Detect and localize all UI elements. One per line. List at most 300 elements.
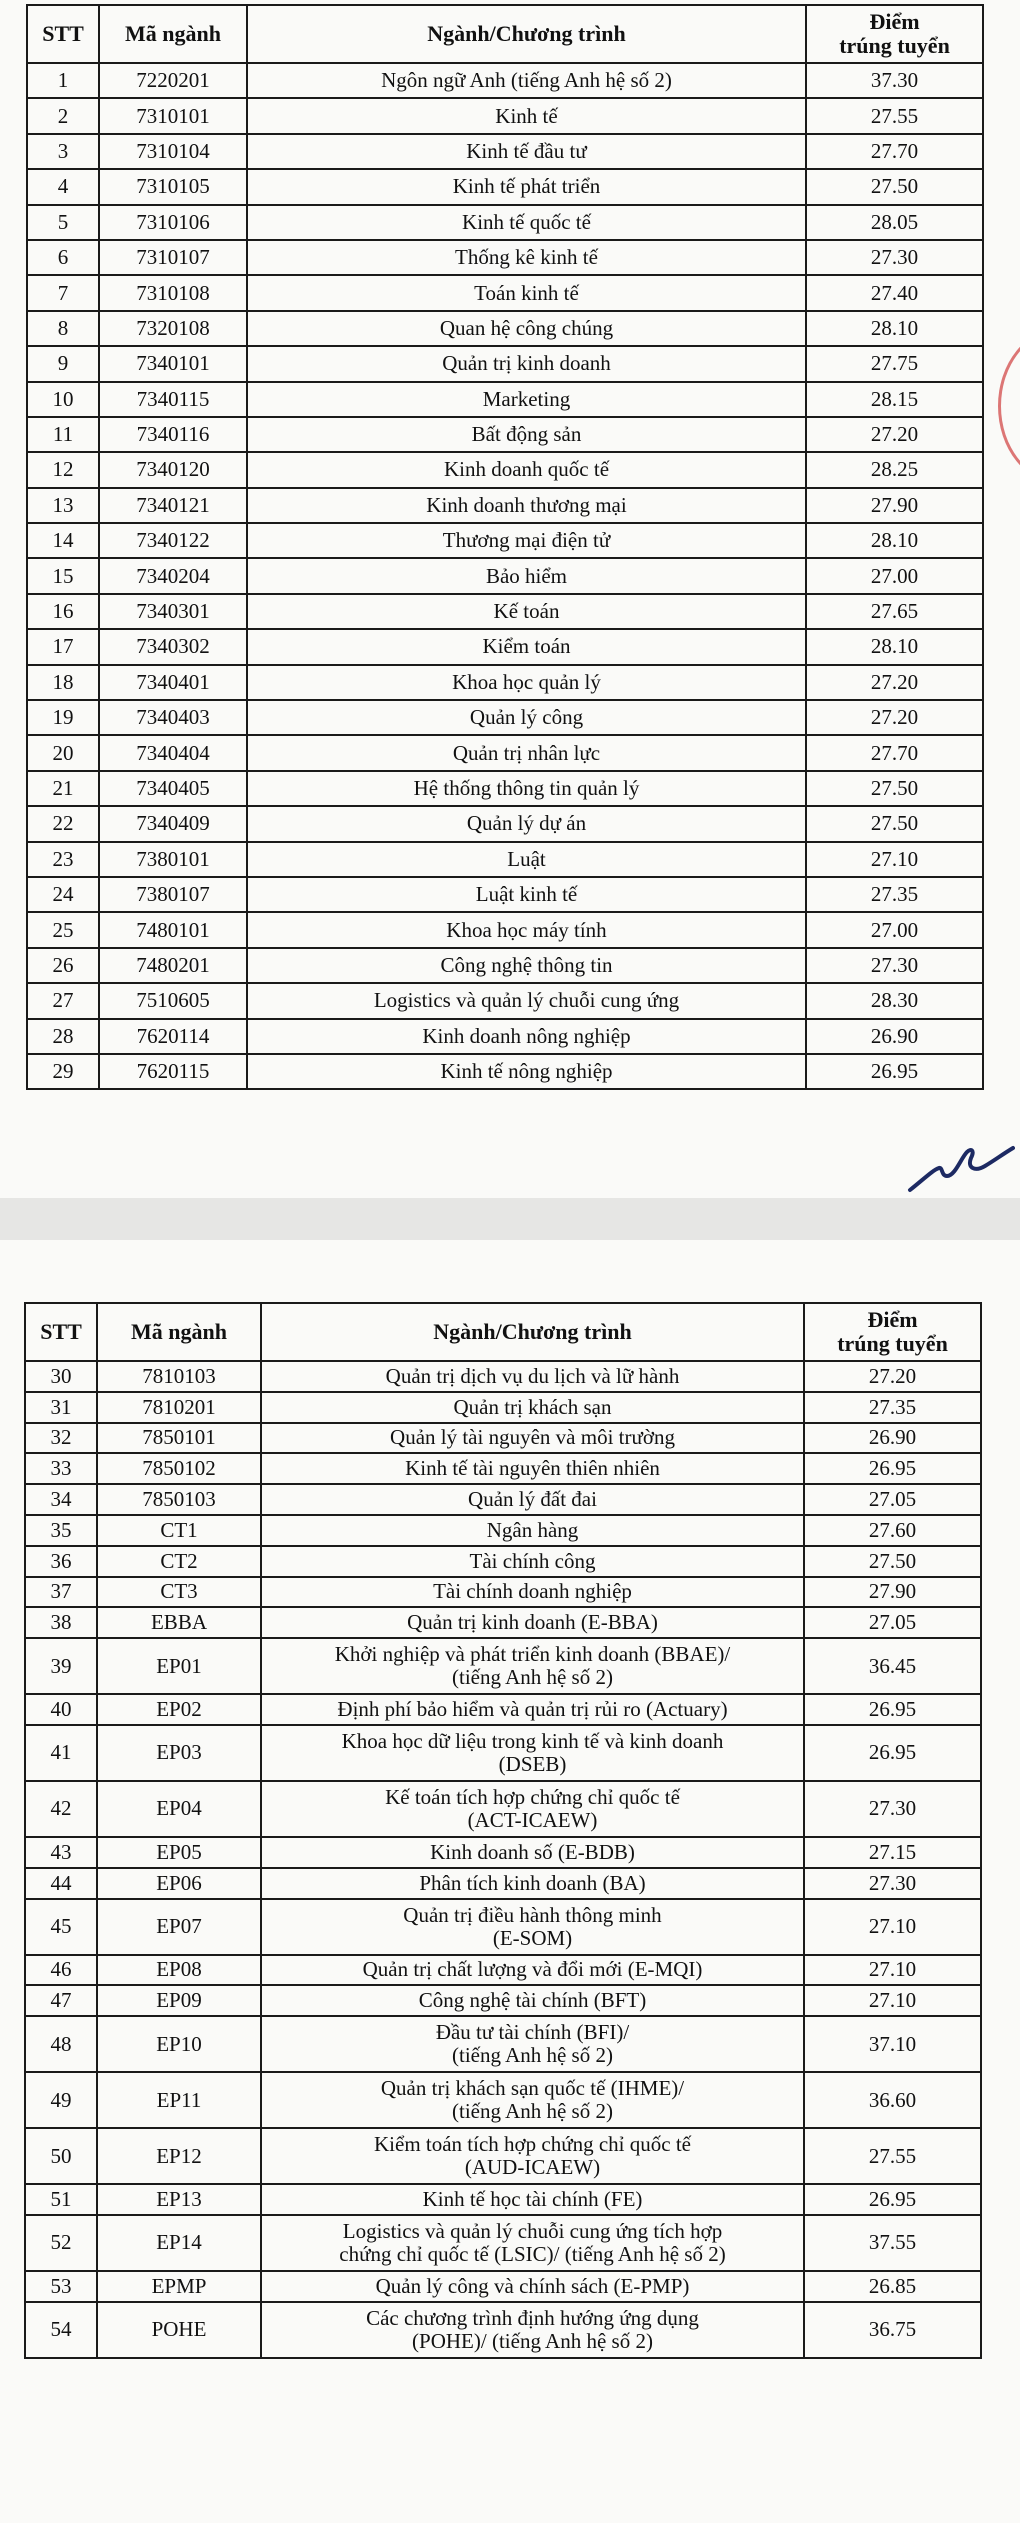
table-row — [25, 1868, 981, 1899]
table-row — [27, 382, 983, 417]
row-score: 27.75 — [806, 346, 983, 381]
row-score: 36.45 — [804, 1638, 981, 1694]
row-program — [261, 1899, 804, 1955]
row-code: 7380107 — [99, 877, 247, 912]
row-program: Kinh tế đầu tư — [247, 134, 806, 169]
row-stt: 9 — [27, 346, 99, 381]
row-stt: 50 — [25, 2128, 97, 2184]
row-score: 27.90 — [804, 1577, 981, 1608]
row-program: Kinh doanh thương mại — [247, 488, 806, 523]
header-score — [806, 5, 983, 63]
row-stt: 36 — [25, 1546, 97, 1577]
row-stt: 3 — [27, 134, 99, 169]
row-stt: 14 — [27, 523, 99, 558]
row-stt: 23 — [27, 842, 99, 877]
row-program-line: (tiếng Anh hệ số 2) — [452, 2043, 613, 2068]
row-stt: 18 — [27, 665, 99, 700]
row-program: Luật kinh tế — [247, 877, 806, 912]
table-row — [25, 1899, 981, 1955]
row-program-line: Khởi nghiệp và phát triển kinh doanh (BBAE)/ — [334, 1642, 731, 1667]
row-code: 7310104 — [99, 134, 247, 169]
row-stt: 5 — [27, 205, 99, 240]
row-stt: 45 — [25, 1899, 97, 1955]
row-code: CT3 — [97, 1577, 261, 1608]
table-row — [25, 2215, 981, 2271]
table-row — [25, 2184, 981, 2215]
row-program: Bất động sản — [247, 417, 806, 452]
row-stt: 31 — [25, 1392, 97, 1423]
row-program-line: (tiếng Anh hệ số 2) — [452, 1665, 613, 1690]
row-code: 7380101 — [99, 842, 247, 877]
row-code: EP03 — [97, 1725, 261, 1781]
row-score: 36.60 — [804, 2072, 981, 2128]
header-stt: STT — [25, 1303, 97, 1361]
row-code: POHE — [97, 2302, 261, 2358]
row-score: 27.00 — [806, 558, 983, 593]
row-program-line: Phân tích kinh doanh (BA) — [419, 1870, 646, 1895]
row-stt: 20 — [27, 735, 99, 770]
row-score: 37.10 — [804, 2016, 981, 2072]
row-stt: 41 — [25, 1725, 97, 1781]
table-row — [27, 346, 983, 381]
row-stt: 21 — [27, 771, 99, 806]
row-stt: 39 — [25, 1638, 97, 1694]
header-score-line-1: Điểm — [867, 1307, 918, 1332]
row-score: 27.00 — [806, 912, 983, 947]
row-program — [261, 1985, 804, 2016]
table-row — [27, 877, 983, 912]
row-program-line: Tài chính công — [469, 1548, 596, 1573]
row-stt: 15 — [27, 558, 99, 593]
row-program: Quản trị nhân lực — [247, 735, 806, 770]
row-program-line: Quản lý công và chính sách (E-PMP) — [375, 2273, 690, 2298]
row-code: 7340409 — [99, 806, 247, 841]
row-program-line: Kinh tế tài nguyên thiên nhiên — [405, 1456, 660, 1481]
row-score: 27.15 — [804, 1837, 981, 1868]
row-code: CT2 — [97, 1546, 261, 1577]
table-row — [27, 842, 983, 877]
header-score-line-1: Điểm — [869, 9, 920, 34]
row-code: EP10 — [97, 2016, 261, 2072]
row-code: EP06 — [97, 1868, 261, 1899]
row-score: 27.90 — [806, 488, 983, 523]
header-score-line-2: trúng tuyển — [837, 1331, 948, 1356]
row-code: 7340302 — [99, 629, 247, 664]
row-code: 7480101 — [99, 912, 247, 947]
row-program — [261, 1515, 804, 1546]
row-program — [261, 1638, 804, 1694]
row-program — [261, 1453, 804, 1484]
row-program: Logistics và quản lý chuỗi cung ứng — [247, 983, 806, 1018]
table-row — [27, 771, 983, 806]
row-score: 27.50 — [806, 169, 983, 204]
table-row — [25, 1423, 981, 1454]
row-program — [261, 1607, 804, 1638]
row-program: Thương mại điện tử — [247, 523, 806, 558]
table-row — [25, 1546, 981, 1577]
row-score: 27.70 — [806, 735, 983, 770]
row-program-line: (AUD-ICAEW) — [464, 2155, 601, 2180]
row-program-line: Kế toán tích hợp chứng chỉ quốc tế — [385, 1784, 680, 1809]
table-row — [27, 240, 983, 275]
row-program-line: Quản trị khách sạn quốc tế (IHME)/ — [380, 2076, 685, 2101]
table-row — [25, 1694, 981, 1725]
row-program-line: chứng chỉ quốc tế (LSIC)/ (tiếng Anh hệ số 2) — [339, 2241, 726, 2266]
row-code: 7340403 — [99, 700, 247, 735]
row-score: 27.40 — [806, 275, 983, 310]
row-program-line: Các chương trình định hướng ứng dụng — [366, 2305, 699, 2330]
row-program — [261, 2184, 804, 2215]
row-program — [261, 2072, 804, 2128]
row-program: Toán kinh tế — [247, 275, 806, 310]
row-stt: 49 — [25, 2072, 97, 2128]
row-score: 28.30 — [806, 983, 983, 1018]
row-code: 7340301 — [99, 594, 247, 629]
table-row — [25, 1638, 981, 1694]
table-row — [27, 275, 983, 310]
admission-table-page-2 — [24, 1302, 982, 2359]
table-row — [27, 98, 983, 133]
row-stt: 33 — [25, 1453, 97, 1484]
row-program: Kinh tế nông nghiệp — [247, 1054, 806, 1089]
row-program — [261, 2271, 804, 2302]
header-code: Mã ngành — [97, 1303, 261, 1361]
row-program-line: (POHE)/ (tiếng Anh hệ số 2) — [412, 2328, 653, 2353]
row-program: Kinh doanh quốc tế — [247, 452, 806, 487]
row-program: Luật — [247, 842, 806, 877]
row-score: 26.95 — [804, 1694, 981, 1725]
row-stt: 25 — [27, 912, 99, 947]
row-code: 7340101 — [99, 346, 247, 381]
row-score: 27.10 — [804, 1985, 981, 2016]
row-score: 27.20 — [806, 417, 983, 452]
row-score: 28.10 — [806, 311, 983, 346]
row-code: 7340204 — [99, 558, 247, 593]
row-score: 26.95 — [806, 1054, 983, 1089]
row-code: EP02 — [97, 1694, 261, 1725]
table-row — [27, 417, 983, 452]
row-score: 27.05 — [804, 1607, 981, 1638]
table-row — [25, 2128, 981, 2184]
row-stt: 47 — [25, 1985, 97, 2016]
row-stt: 24 — [27, 877, 99, 912]
row-program — [261, 1577, 804, 1608]
table-row — [27, 488, 983, 523]
row-code: 7340120 — [99, 452, 247, 487]
row-stt: 35 — [25, 1515, 97, 1546]
red-seal-stamp — [998, 328, 1020, 484]
row-program — [261, 2302, 804, 2358]
row-code: 7340121 — [99, 488, 247, 523]
row-program-line: Ngân hàng — [486, 1517, 579, 1542]
row-stt: 30 — [25, 1361, 97, 1392]
row-program-line: (ACT-ICAEW) — [467, 1807, 598, 1832]
table-row — [27, 806, 983, 841]
row-stt: 46 — [25, 1955, 97, 1986]
row-code: EP13 — [97, 2184, 261, 2215]
table-row — [27, 1054, 983, 1089]
row-stt: 12 — [27, 452, 99, 487]
row-stt: 10 — [27, 382, 99, 417]
header-stt: STT — [27, 5, 99, 63]
signature-mark — [905, 1140, 1015, 1195]
row-code: 7620114 — [99, 1019, 247, 1054]
row-stt: 40 — [25, 1694, 97, 1725]
row-code: 7340115 — [99, 382, 247, 417]
table-row — [27, 452, 983, 487]
table-row — [25, 1955, 981, 1986]
row-stt: 7 — [27, 275, 99, 310]
row-score: 27.55 — [806, 98, 983, 133]
table-row — [25, 2302, 981, 2358]
row-program: Quản lý dự án — [247, 806, 806, 841]
table-header-row — [25, 1303, 981, 1361]
row-stt: 28 — [27, 1019, 99, 1054]
row-code: EP09 — [97, 1985, 261, 2016]
row-score: 26.95 — [804, 1453, 981, 1484]
row-stt: 54 — [25, 2302, 97, 2358]
table-row — [27, 523, 983, 558]
table-row — [27, 205, 983, 240]
table-row — [27, 594, 983, 629]
row-code: 7340405 — [99, 771, 247, 806]
table-row — [27, 983, 983, 1018]
row-code: EP14 — [97, 2215, 261, 2271]
row-stt: 32 — [25, 1423, 97, 1454]
row-score: 27.35 — [804, 1392, 981, 1423]
document-page-2 — [0, 1240, 1020, 2523]
row-stt: 52 — [25, 2215, 97, 2271]
row-stt: 11 — [27, 417, 99, 452]
row-code: 7850102 — [97, 1453, 261, 1484]
row-program — [261, 2016, 804, 2072]
row-program — [261, 1837, 804, 1868]
row-stt: 13 — [27, 488, 99, 523]
row-program — [261, 1361, 804, 1392]
row-code: EP07 — [97, 1899, 261, 1955]
row-code: EP05 — [97, 1837, 261, 1868]
table-row — [27, 735, 983, 770]
row-score: 27.70 — [806, 134, 983, 169]
row-code: 7310105 — [99, 169, 247, 204]
row-stt: 27 — [27, 983, 99, 1018]
row-program-line: Công nghệ tài chính (BFT) — [418, 1988, 647, 2013]
header-score — [804, 1303, 981, 1361]
row-code: 7310101 — [99, 98, 247, 133]
row-program — [261, 1392, 804, 1423]
row-program: Công nghệ thông tin — [247, 948, 806, 983]
row-stt: 37 — [25, 1577, 97, 1608]
row-program — [261, 1955, 804, 1986]
row-score: 27.30 — [804, 1781, 981, 1837]
row-program: Hệ thống thông tin quản lý — [247, 771, 806, 806]
row-stt: 29 — [27, 1054, 99, 1089]
row-code: 7310108 — [99, 275, 247, 310]
row-program: Kinh tế quốc tế — [247, 205, 806, 240]
row-program-line: Quản trị dịch vụ du lịch và lữ hành — [385, 1363, 680, 1388]
page-gap — [0, 1198, 1020, 1240]
row-program-line: (E-SOM) — [492, 1925, 573, 1950]
row-program: Ngôn ngữ Anh (tiếng Anh hệ số 2) — [247, 63, 806, 98]
row-code: 7310107 — [99, 240, 247, 275]
header-program: Ngành/Chương trình — [247, 5, 806, 63]
row-program — [261, 1781, 804, 1837]
row-code: 7620115 — [99, 1054, 247, 1089]
row-stt: 22 — [27, 806, 99, 841]
row-program-line: Kiểm toán tích hợp chứng chỉ quốc tế — [374, 2132, 691, 2157]
table-row — [25, 1781, 981, 1837]
row-score: 27.20 — [806, 700, 983, 735]
row-program: Kinh doanh nông nghiệp — [247, 1019, 806, 1054]
row-stt: 51 — [25, 2184, 97, 2215]
row-stt: 19 — [27, 700, 99, 735]
row-code: EP11 — [97, 2072, 261, 2128]
row-program: Bảo hiểm — [247, 558, 806, 593]
row-score: 27.65 — [806, 594, 983, 629]
row-stt: 44 — [25, 1868, 97, 1899]
header-program: Ngành/Chương trình — [261, 1303, 804, 1361]
row-program: Quản lý công — [247, 700, 806, 735]
row-code: CT1 — [97, 1515, 261, 1546]
table-row — [25, 1837, 981, 1868]
row-code: 7810201 — [97, 1392, 261, 1423]
table-row — [27, 169, 983, 204]
row-stt: 6 — [27, 240, 99, 275]
row-score: 28.10 — [806, 629, 983, 664]
row-program — [261, 1423, 804, 1454]
row-stt: 8 — [27, 311, 99, 346]
row-code: EP01 — [97, 1638, 261, 1694]
row-program — [261, 1694, 804, 1725]
row-program — [261, 2215, 804, 2271]
row-stt: 48 — [25, 2016, 97, 2072]
row-program: Quản trị kinh doanh — [247, 346, 806, 381]
row-stt: 1 — [27, 63, 99, 98]
row-score: 28.10 — [806, 523, 983, 558]
row-program-line: Logistics và quản lý chuỗi cung ứng tích hợp — [342, 2218, 723, 2243]
row-score: 27.50 — [806, 771, 983, 806]
table-row — [27, 134, 983, 169]
row-code: 7310106 — [99, 205, 247, 240]
table-row — [25, 2072, 981, 2128]
row-score: 37.30 — [806, 63, 983, 98]
row-program-line: Quản trị điều hành thông minh — [403, 1902, 662, 1927]
row-score: 27.30 — [806, 240, 983, 275]
row-program-line: Quản trị kinh doanh (E-BBA) — [407, 1610, 658, 1635]
row-code: 7220201 — [99, 63, 247, 98]
row-program — [261, 1725, 804, 1781]
row-program: Kiểm toán — [247, 629, 806, 664]
table-row — [25, 1725, 981, 1781]
document-page-1 — [0, 0, 1020, 1198]
table-row — [27, 700, 983, 735]
table-row — [25, 1985, 981, 2016]
row-program — [261, 1546, 804, 1577]
row-score: 26.95 — [804, 2184, 981, 2215]
row-program-line: Kinh tế học tài chính (FE) — [422, 2187, 643, 2212]
row-program: Kế toán — [247, 594, 806, 629]
row-stt: 38 — [25, 1607, 97, 1638]
table-row — [25, 1577, 981, 1608]
table-row — [25, 1607, 981, 1638]
table-row — [27, 912, 983, 947]
table-row — [25, 1484, 981, 1515]
row-program-line: Khoa học dữ liệu trong kinh tế và kinh doanh — [341, 1728, 724, 1753]
row-score: 27.10 — [806, 842, 983, 877]
row-score: 28.15 — [806, 382, 983, 417]
row-program-line: Quản lý tài nguyên và môi trường — [390, 1425, 675, 1450]
row-program: Khoa học máy tính — [247, 912, 806, 947]
row-score: 27.10 — [804, 1899, 981, 1955]
row-stt: 42 — [25, 1781, 97, 1837]
table-row — [25, 2016, 981, 2072]
table-row — [25, 2271, 981, 2302]
row-program-line: Kinh doanh số (E-BDB) — [430, 1839, 635, 1864]
row-code: EP08 — [97, 1955, 261, 1986]
row-score: 27.05 — [804, 1484, 981, 1515]
row-program — [261, 1484, 804, 1515]
table-row — [27, 1019, 983, 1054]
table-row — [27, 63, 983, 98]
table-row — [25, 1453, 981, 1484]
row-program-line: (DSEB) — [498, 1751, 567, 1776]
table-row — [27, 629, 983, 664]
row-code: 7320108 — [99, 311, 247, 346]
row-code: EBBA — [97, 1607, 261, 1638]
row-code: 7340404 — [99, 735, 247, 770]
row-program: Marketing — [247, 382, 806, 417]
row-program-line: Quản trị chất lượng và đổi mới (E-MQI) — [362, 1957, 703, 1982]
row-code: EP12 — [97, 2128, 261, 2184]
table-row — [27, 948, 983, 983]
table-row — [27, 665, 983, 700]
row-code: 7340116 — [99, 417, 247, 452]
table-row — [27, 311, 983, 346]
row-score: 26.95 — [804, 1725, 981, 1781]
row-program — [261, 2128, 804, 2184]
row-program: Kinh tế — [247, 98, 806, 133]
row-score: 37.55 — [804, 2215, 981, 2271]
row-stt: 17 — [27, 629, 99, 664]
row-program: Quan hệ công chúng — [247, 311, 806, 346]
row-program-line: Định phí bảo hiểm và quản trị rủi ro (Actuary) — [337, 1697, 728, 1722]
row-program: Khoa học quản lý — [247, 665, 806, 700]
row-code: 7340122 — [99, 523, 247, 558]
row-score: 26.90 — [806, 1019, 983, 1054]
table-row — [25, 1361, 981, 1392]
row-code: EPMP — [97, 2271, 261, 2302]
row-program: Thống kê kinh tế — [247, 240, 806, 275]
row-program-line: Quản lý đất đai — [468, 1487, 597, 1512]
table-row — [25, 1515, 981, 1546]
row-stt: 4 — [27, 169, 99, 204]
table-row — [27, 558, 983, 593]
row-stt: 34 — [25, 1484, 97, 1515]
row-stt: 53 — [25, 2271, 97, 2302]
header-score-line-2: trúng tuyển — [839, 33, 950, 58]
row-score: 27.30 — [806, 948, 983, 983]
row-stt: 16 — [27, 594, 99, 629]
row-score: 27.50 — [804, 1546, 981, 1577]
row-score: 27.20 — [806, 665, 983, 700]
row-score: 27.35 — [806, 877, 983, 912]
row-code: 7480201 — [99, 948, 247, 983]
row-score: 27.30 — [804, 1868, 981, 1899]
table-row — [25, 1392, 981, 1423]
row-program — [261, 1868, 804, 1899]
row-program-line: (tiếng Anh hệ số 2) — [452, 2099, 613, 2124]
row-score: 26.90 — [804, 1423, 981, 1454]
